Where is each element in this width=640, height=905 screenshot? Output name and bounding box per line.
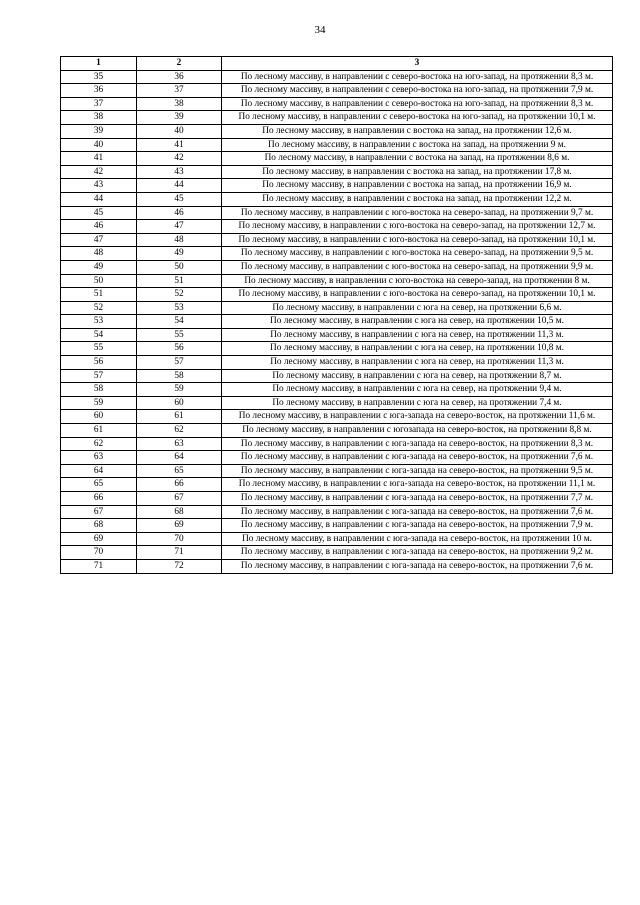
table-body bbox=[61, 70, 613, 573]
table-row bbox=[61, 478, 613, 492]
table-row bbox=[61, 342, 613, 356]
point-to-cell: 52 bbox=[137, 288, 222, 302]
description-cell: По лесному массиву, в направлении с юга-запада на северо-восток, на протяжении 8,3 м. bbox=[222, 437, 613, 451]
description-cell: По лесному массиву, в направлении с юго-востока на северо-запад, на протяжении 10,1 м. bbox=[222, 288, 613, 302]
description-cell: По лесному массиву, в направлении с юга-запада на северо-восток, на протяжении 7,6 м. bbox=[222, 559, 613, 573]
description-cell: По лесному массиву, в направлении с северо-востока на юго-запад, на протяжении 8,3 м. bbox=[222, 70, 613, 84]
table-row bbox=[61, 464, 613, 478]
point-from-cell: 67 bbox=[61, 505, 137, 519]
point-from-cell: 55 bbox=[61, 342, 137, 356]
point-to-cell: 53 bbox=[137, 301, 222, 315]
description-cell: По лесному массиву, в направлении с юга-запада на северо-восток, на протяжении 11,1 м. bbox=[222, 478, 613, 492]
point-to-cell: 68 bbox=[137, 505, 222, 519]
point-from-cell: 44 bbox=[61, 192, 137, 206]
point-from-cell: 65 bbox=[61, 478, 137, 492]
point-from-cell: 39 bbox=[61, 124, 137, 138]
point-from-cell: 60 bbox=[61, 410, 137, 424]
description-cell: По лесному массиву, в направлении с юга-запада на северо-восток, на протяжении 7,7 м. bbox=[222, 492, 613, 506]
table-row bbox=[61, 451, 613, 465]
description-cell: По лесному массиву, в направлении с юга на север, на протяжении 11,3 м. bbox=[222, 356, 613, 370]
description-cell: По лесному массиву, в направлении с юга-запада на северо-восток, на протяжении 7,6 м. bbox=[222, 505, 613, 519]
point-from-cell: 47 bbox=[61, 233, 137, 247]
point-to-cell: 41 bbox=[137, 138, 222, 152]
point-to-cell: 58 bbox=[137, 369, 222, 383]
point-from-cell: 66 bbox=[61, 492, 137, 506]
point-from-cell: 53 bbox=[61, 315, 137, 329]
point-to-cell: 71 bbox=[137, 546, 222, 560]
point-to-cell: 55 bbox=[137, 328, 222, 342]
description-cell: По лесному массиву, в направлении с востока на запад, на протяжении 16,9 м. bbox=[222, 179, 613, 193]
point-to-cell: 66 bbox=[137, 478, 222, 492]
description-cell: По лесному массиву, в направлении с юга на север, на протяжении 8,7 м. bbox=[222, 369, 613, 383]
point-to-cell: 60 bbox=[137, 396, 222, 410]
table-row bbox=[61, 437, 613, 451]
point-to-cell: 54 bbox=[137, 315, 222, 329]
description-cell: По лесному массиву, в направлении с юга-запада на северо-восток, на протяжении 7,9 м. bbox=[222, 519, 613, 533]
table-row bbox=[61, 424, 613, 438]
point-to-cell: 48 bbox=[137, 233, 222, 247]
point-from-cell: 41 bbox=[61, 152, 137, 166]
point-from-cell: 46 bbox=[61, 220, 137, 234]
table-row bbox=[61, 233, 613, 247]
table-row bbox=[61, 356, 613, 370]
point-from-cell: 45 bbox=[61, 206, 137, 220]
description-cell: По лесному массиву, в направлении с северо-востока на юго-запад, на протяжении 10,1 м. bbox=[222, 111, 613, 125]
table-row bbox=[61, 492, 613, 506]
description-cell: По лесному массиву, в направлении с юга-запада на северо-восток, на протяжении 9,2 м. bbox=[222, 546, 613, 560]
point-to-cell: 46 bbox=[137, 206, 222, 220]
table-row bbox=[61, 165, 613, 179]
description-cell: По лесному массиву, в направлении с юго-востока на северо-запад, на протяжении 10,1 м. bbox=[222, 233, 613, 247]
point-from-cell: 36 bbox=[61, 84, 137, 98]
point-to-cell: 47 bbox=[137, 220, 222, 234]
description-cell: По лесному массиву, в направлении с югозапада на северо-восток, на протяжении 8,8 м. bbox=[222, 424, 613, 438]
description-cell: По лесному массиву, в направлении с юга-запада на северо-восток, на протяжении 10 м. bbox=[222, 532, 613, 546]
point-from-cell: 57 bbox=[61, 369, 137, 383]
table-row bbox=[61, 111, 613, 125]
table-row bbox=[61, 546, 613, 560]
point-to-cell: 51 bbox=[137, 274, 222, 288]
point-to-cell: 64 bbox=[137, 451, 222, 465]
point-to-cell: 67 bbox=[137, 492, 222, 506]
point-to-cell: 39 bbox=[137, 111, 222, 125]
table-row bbox=[61, 260, 613, 274]
point-from-cell: 63 bbox=[61, 451, 137, 465]
point-from-cell: 68 bbox=[61, 519, 137, 533]
point-to-cell: 61 bbox=[137, 410, 222, 424]
table-row bbox=[61, 70, 613, 84]
table-header-row bbox=[61, 57, 613, 71]
description-cell: По лесному массиву, в направлении с юга на север, на протяжении 11,3 м. bbox=[222, 328, 613, 342]
point-to-cell: 63 bbox=[137, 437, 222, 451]
point-from-cell: 43 bbox=[61, 179, 137, 193]
point-from-cell: 49 bbox=[61, 260, 137, 274]
boundary-table bbox=[60, 56, 613, 574]
table-row bbox=[61, 179, 613, 193]
table-row bbox=[61, 152, 613, 166]
point-to-cell: 40 bbox=[137, 124, 222, 138]
point-to-cell: 49 bbox=[137, 247, 222, 261]
description-cell: По лесному массиву, в направлении с северо-востока на юго-запад, на протяжении 7,9 м. bbox=[222, 84, 613, 98]
table-row bbox=[61, 220, 613, 234]
table-row bbox=[61, 532, 613, 546]
table-row bbox=[61, 559, 613, 573]
point-to-cell: 65 bbox=[137, 464, 222, 478]
point-from-cell: 61 bbox=[61, 424, 137, 438]
point-from-cell: 35 bbox=[61, 70, 137, 84]
point-to-cell: 36 bbox=[137, 70, 222, 84]
point-to-cell: 43 bbox=[137, 165, 222, 179]
point-from-cell: 50 bbox=[61, 274, 137, 288]
description-cell: По лесному массиву, в направлении с юго-востока на северо-запад, на протяжении 9,7 м. bbox=[222, 206, 613, 220]
point-from-cell: 37 bbox=[61, 97, 137, 111]
point-from-cell: 70 bbox=[61, 546, 137, 560]
point-to-cell: 45 bbox=[137, 192, 222, 206]
point-from-cell: 54 bbox=[61, 328, 137, 342]
table-row bbox=[61, 328, 613, 342]
table-row bbox=[61, 97, 613, 111]
description-cell: По лесному массиву, в направлении с юга на север, на протяжении 10,5 м. bbox=[222, 315, 613, 329]
point-to-cell: 38 bbox=[137, 97, 222, 111]
point-to-cell: 70 bbox=[137, 532, 222, 546]
point-from-cell: 52 bbox=[61, 301, 137, 315]
point-to-cell: 69 bbox=[137, 519, 222, 533]
point-from-cell: 56 bbox=[61, 356, 137, 370]
table-row bbox=[61, 505, 613, 519]
table-row bbox=[61, 247, 613, 261]
point-to-cell: 56 bbox=[137, 342, 222, 356]
point-to-cell: 44 bbox=[137, 179, 222, 193]
description-cell: По лесному массиву, в направлении с юга на север, на протяжении 10,8 м. bbox=[222, 342, 613, 356]
table-row bbox=[61, 124, 613, 138]
table-row bbox=[61, 84, 613, 98]
point-from-cell: 62 bbox=[61, 437, 137, 451]
point-from-cell: 59 bbox=[61, 396, 137, 410]
point-to-cell: 57 bbox=[137, 356, 222, 370]
point-to-cell: 59 bbox=[137, 383, 222, 397]
description-cell: По лесному массиву, в направлении с юга на север, на протяжении 9,4 м. bbox=[222, 383, 613, 397]
description-cell: По лесному массиву, в направлении с юга на север, на протяжении 7,4 м. bbox=[222, 396, 613, 410]
table-row bbox=[61, 369, 613, 383]
table-row bbox=[61, 206, 613, 220]
column-header-1: 1 bbox=[61, 57, 137, 71]
table-row bbox=[61, 192, 613, 206]
point-from-cell: 40 bbox=[61, 138, 137, 152]
description-cell: По лесному массиву, в направлении с юга на север, на протяжении 6,6 м. bbox=[222, 301, 613, 315]
description-cell: По лесному массиву, в направлении с юга-запада на северо-восток, на протяжении 9,5 м. bbox=[222, 464, 613, 478]
point-from-cell: 48 bbox=[61, 247, 137, 261]
table-row bbox=[61, 396, 613, 410]
point-to-cell: 42 bbox=[137, 152, 222, 166]
description-cell: По лесному массиву, в направлении с юго-востока на северо-запад, на протяжении 12,7 м. bbox=[222, 220, 613, 234]
column-header-2: 2 bbox=[137, 57, 222, 71]
description-cell: По лесному массиву, в направлении с востока на запад, на протяжении 8,6 м. bbox=[222, 152, 613, 166]
table-row bbox=[61, 274, 613, 288]
point-from-cell: 51 bbox=[61, 288, 137, 302]
table-row bbox=[61, 138, 613, 152]
description-cell: По лесному массиву, в направлении с юго-востока на северо-запад, на протяжении 8 м. bbox=[222, 274, 613, 288]
description-cell: По лесному массиву, в направлении с юго-востока на северо-запад, на протяжении 9,9 м. bbox=[222, 260, 613, 274]
point-from-cell: 71 bbox=[61, 559, 137, 573]
point-to-cell: 50 bbox=[137, 260, 222, 274]
table-row bbox=[61, 288, 613, 302]
point-from-cell: 58 bbox=[61, 383, 137, 397]
description-cell: По лесному массиву, в направлении с востока на запад, на протяжении 12,6 м. bbox=[222, 124, 613, 138]
table-row bbox=[61, 410, 613, 424]
description-cell: По лесному массиву, в направлении с юга-запада на северо-восток, на протяжении 11,6 м. bbox=[222, 410, 613, 424]
table-row bbox=[61, 383, 613, 397]
description-cell: По лесному массиву, в направлении с востока на запад, на протяжении 17,8 м. bbox=[222, 165, 613, 179]
description-cell: По лесному массиву, в направлении с юго-востока на северо-запад, на протяжении 9,5 м. bbox=[222, 247, 613, 261]
table-row bbox=[61, 315, 613, 329]
description-cell: По лесному массиву, в направлении с востока на запад, на протяжении 12,2 м. bbox=[222, 192, 613, 206]
description-cell: По лесному массиву, в направлении с северо-востока на юго-запад, на протяжении 8,3 м. bbox=[222, 97, 613, 111]
point-from-cell: 69 bbox=[61, 532, 137, 546]
point-to-cell: 37 bbox=[137, 84, 222, 98]
description-cell: По лесному массиву, в направлении с востока на запад, на протяжении 9 м. bbox=[222, 138, 613, 152]
column-header-3: 3 bbox=[222, 57, 613, 71]
point-to-cell: 72 bbox=[137, 559, 222, 573]
description-cell: По лесному массиву, в направлении с юга-запада на северо-восток, на протяжении 7,6 м. bbox=[222, 451, 613, 465]
page-number: 34 bbox=[314, 24, 326, 36]
point-from-cell: 38 bbox=[61, 111, 137, 125]
point-from-cell: 42 bbox=[61, 165, 137, 179]
point-from-cell: 64 bbox=[61, 464, 137, 478]
table-row bbox=[61, 519, 613, 533]
table-row bbox=[61, 301, 613, 315]
point-to-cell: 62 bbox=[137, 424, 222, 438]
